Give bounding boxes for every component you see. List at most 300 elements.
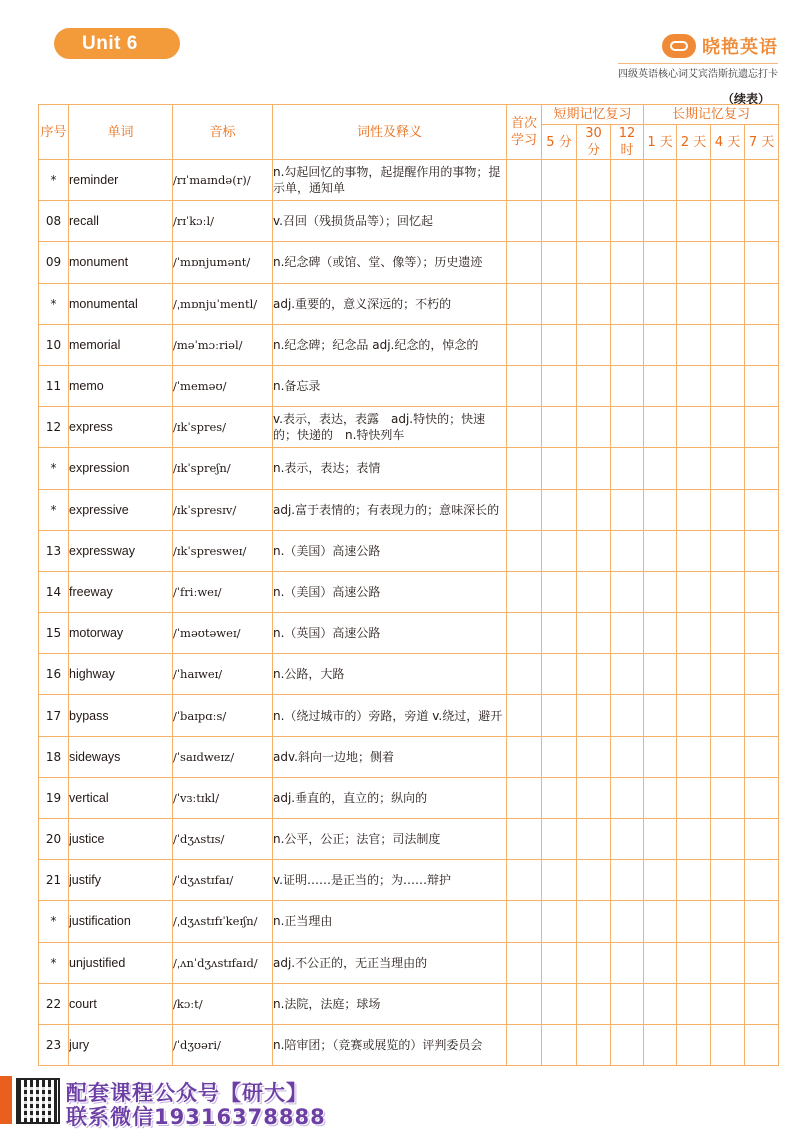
row-word: expressway <box>69 530 173 571</box>
table-row <box>39 777 779 818</box>
brand-subtitle: 四级英语核心词艾宾浩斯抗遗忘打卡 <box>618 63 778 80</box>
checkin-cell[interactable] <box>644 613 677 654</box>
table-row <box>39 407 779 448</box>
row-number: 16 <box>39 654 69 695</box>
checkin-cell[interactable] <box>542 160 577 201</box>
continued-label: （续表） <box>721 92 770 106</box>
checkin-cell[interactable] <box>745 860 779 901</box>
checkin-cell[interactable] <box>644 819 677 860</box>
row-phonetic: /ˈfriːweɪ/ <box>173 571 273 612</box>
checkin-cell[interactable] <box>644 777 677 818</box>
row-phonetic: /ɪkˈspresweɪ/ <box>173 530 273 571</box>
row-phonetic: /ˈmɒnjumənt/ <box>173 242 273 283</box>
table-row <box>39 695 779 736</box>
row-definition: v.召回（残损货品等）；回忆起 <box>273 201 507 242</box>
checkin-cell[interactable] <box>711 942 745 983</box>
checkin-cell[interactable] <box>711 777 745 818</box>
checkin-cell[interactable] <box>507 736 542 777</box>
row-phonetic: /ˈbaɪpɑːs/ <box>173 695 273 736</box>
table-row <box>39 365 779 406</box>
checkin-cell[interactable] <box>611 283 644 324</box>
checkin-cell[interactable] <box>677 283 711 324</box>
checkin-cell[interactable] <box>611 942 644 983</box>
checkin-cell[interactable] <box>644 489 677 530</box>
checkin-cell[interactable] <box>745 1024 779 1065</box>
checkin-cell[interactable] <box>542 324 577 365</box>
checkin-cell[interactable] <box>644 983 677 1024</box>
row-number: 08 <box>39 201 69 242</box>
checkin-cell[interactable] <box>644 1024 677 1065</box>
checkin-cell[interactable] <box>711 530 745 571</box>
checkin-cell[interactable] <box>745 571 779 612</box>
table-row <box>39 571 779 612</box>
checkin-cell[interactable] <box>745 448 779 489</box>
table-row <box>39 489 779 530</box>
checkin-cell[interactable] <box>542 654 577 695</box>
row-number: 10 <box>39 324 69 365</box>
checkin-cell[interactable] <box>542 901 577 942</box>
checkin-cell[interactable] <box>611 489 644 530</box>
checkin-cell[interactable] <box>507 860 542 901</box>
row-phonetic: /ˈhaɪweɪ/ <box>173 654 273 695</box>
table-row <box>39 242 779 283</box>
checkin-cell[interactable] <box>644 448 677 489</box>
checkin-cell[interactable] <box>611 654 644 695</box>
row-definition: n.（美国）高速公路 <box>273 571 507 612</box>
row-number: 09 <box>39 242 69 283</box>
checkin-cell[interactable] <box>577 942 611 983</box>
checkin-cell[interactable] <box>644 736 677 777</box>
table-row <box>39 324 779 365</box>
checkin-cell[interactable] <box>577 160 611 201</box>
checkin-cell[interactable] <box>677 942 711 983</box>
checkin-cell[interactable] <box>677 901 711 942</box>
checkin-cell[interactable] <box>711 819 745 860</box>
checkin-cell[interactable] <box>507 613 542 654</box>
checkin-cell[interactable] <box>611 324 644 365</box>
row-definition: n.（绕过城市的）旁路，旁道 v.绕过，避开 <box>273 695 507 736</box>
checkin-cell[interactable] <box>542 613 577 654</box>
checkin-cell[interactable] <box>677 160 711 201</box>
row-number: 21 <box>39 860 69 901</box>
checkin-cell[interactable] <box>677 654 711 695</box>
checkin-cell[interactable] <box>542 736 577 777</box>
checkin-cell[interactable] <box>507 160 542 201</box>
row-word: court <box>69 983 173 1024</box>
checkin-cell[interactable] <box>745 530 779 571</box>
checkin-cell[interactable] <box>745 654 779 695</box>
checkin-cell[interactable] <box>542 571 577 612</box>
checkin-cell[interactable] <box>644 530 677 571</box>
checkin-cell[interactable] <box>677 365 711 406</box>
checkin-cell[interactable] <box>542 777 577 818</box>
checkin-cell[interactable] <box>745 160 779 201</box>
checkin-cell[interactable] <box>644 901 677 942</box>
row-number: * <box>39 448 69 489</box>
checkin-cell[interactable] <box>677 201 711 242</box>
row-word: express <box>69 407 173 448</box>
checkin-cell[interactable] <box>711 242 745 283</box>
checkin-cell[interactable] <box>542 530 577 571</box>
header-2day: 2 天 <box>677 125 711 160</box>
vocabulary-table <box>38 104 779 1066</box>
row-word: reminder <box>69 160 173 201</box>
checkin-cell[interactable] <box>677 242 711 283</box>
checkin-cell[interactable] <box>711 489 745 530</box>
checkin-cell[interactable] <box>677 407 711 448</box>
row-number: 14 <box>39 571 69 612</box>
checkin-cell[interactable] <box>677 448 711 489</box>
row-phonetic: /ɪkˈspreʃn/ <box>173 448 273 489</box>
checkin-cell[interactable] <box>644 654 677 695</box>
table-row <box>39 983 779 1024</box>
table-row <box>39 613 779 654</box>
checkin-cell[interactable] <box>677 489 711 530</box>
checkin-cell[interactable] <box>542 283 577 324</box>
row-number: 17 <box>39 695 69 736</box>
row-definition: n.表示，表达；表情 <box>273 448 507 489</box>
row-phonetic: /ˈmeməʊ/ <box>173 365 273 406</box>
checkin-cell[interactable] <box>745 242 779 283</box>
checkin-cell[interactable] <box>711 365 745 406</box>
row-word: monument <box>69 242 173 283</box>
checkin-cell[interactable] <box>577 242 611 283</box>
checkin-cell[interactable] <box>507 283 542 324</box>
checkin-cell[interactable] <box>577 407 611 448</box>
checkin-cell[interactable] <box>577 489 611 530</box>
table-row <box>39 530 779 571</box>
checkin-cell[interactable] <box>542 365 577 406</box>
row-word: memo <box>69 365 173 406</box>
row-definition: adj.垂直的，直立的；纵向的 <box>273 777 507 818</box>
row-definition: adv.斜向一边地；侧着 <box>273 736 507 777</box>
checkin-cell[interactable] <box>542 448 577 489</box>
checkin-cell[interactable] <box>745 613 779 654</box>
header-short-term: 短期记忆复习 <box>542 105 644 125</box>
checkin-cell[interactable] <box>745 365 779 406</box>
vocabulary-rows <box>39 160 779 1066</box>
table-row <box>39 1024 779 1065</box>
checkin-cell[interactable] <box>577 777 611 818</box>
checkin-cell[interactable] <box>577 695 611 736</box>
checkin-cell[interactable] <box>507 201 542 242</box>
checkin-cell[interactable] <box>711 160 745 201</box>
checkin-cell[interactable] <box>644 942 677 983</box>
checkin-cell[interactable] <box>711 448 745 489</box>
checkin-cell[interactable] <box>745 901 779 942</box>
checkin-cell[interactable] <box>644 571 677 612</box>
header-first-study: 首次学习 <box>507 105 542 160</box>
checkin-cell[interactable] <box>577 901 611 942</box>
checkin-cell[interactable] <box>711 571 745 612</box>
checkin-cell[interactable] <box>577 201 611 242</box>
checkin-cell[interactable] <box>542 819 577 860</box>
row-word: justice <box>69 819 173 860</box>
row-number: 20 <box>39 819 69 860</box>
checkin-cell[interactable] <box>611 695 644 736</box>
checkin-cell[interactable] <box>644 365 677 406</box>
checkin-cell[interactable] <box>507 407 542 448</box>
row-phonetic: /ˈməʊtəweɪ/ <box>173 613 273 654</box>
checkin-cell[interactable] <box>644 695 677 736</box>
checkin-cell[interactable] <box>507 365 542 406</box>
checkin-cell[interactable] <box>577 448 611 489</box>
checkin-cell[interactable] <box>677 777 711 818</box>
checkin-cell[interactable] <box>644 407 677 448</box>
header-long-term: 长期记忆复习 <box>644 105 779 125</box>
checkin-cell[interactable] <box>745 324 779 365</box>
header-phonetic: 音标 <box>173 105 273 160</box>
checkin-cell[interactable] <box>711 654 745 695</box>
checkin-cell[interactable] <box>677 736 711 777</box>
header-4day: 4 天 <box>711 125 745 160</box>
brand-name: 晓艳英语 <box>702 37 778 58</box>
row-word: expressive <box>69 489 173 530</box>
row-number: * <box>39 489 69 530</box>
checkin-cell[interactable] <box>611 777 644 818</box>
checkin-cell[interactable] <box>711 324 745 365</box>
row-phonetic: /ˈdʒʌstɪfaɪ/ <box>173 860 273 901</box>
header-30min: 30 分 <box>577 125 611 160</box>
row-definition: n.备忘录 <box>273 365 507 406</box>
checkin-cell[interactable] <box>745 201 779 242</box>
row-word: vertical <box>69 777 173 818</box>
checkin-cell[interactable] <box>507 777 542 818</box>
row-phonetic: /ˈvɜːtɪkl/ <box>173 777 273 818</box>
checkin-cell[interactable] <box>711 283 745 324</box>
checkin-cell[interactable] <box>644 283 677 324</box>
header-7day: 7 天 <box>745 125 779 160</box>
checkin-cell[interactable] <box>577 1024 611 1065</box>
checkin-cell[interactable] <box>677 530 711 571</box>
checkin-cell[interactable] <box>677 613 711 654</box>
row-word: sideways <box>69 736 173 777</box>
checkin-cell[interactable] <box>745 777 779 818</box>
row-phonetic: /rɪˈmaɪndə(r)/ <box>173 160 273 201</box>
header-1day: 1 天 <box>644 125 677 160</box>
row-word: memorial <box>69 324 173 365</box>
checkin-cell[interactable] <box>611 407 644 448</box>
promo-line-1: 配套课程公众号【研大】 <box>66 1081 308 1105</box>
row-phonetic: /rɪˈkɔːl/ <box>173 201 273 242</box>
checkin-cell[interactable] <box>577 819 611 860</box>
checkin-cell[interactable] <box>542 860 577 901</box>
row-phonetic: /ɪkˈspres/ <box>173 407 273 448</box>
checkin-cell[interactable] <box>611 819 644 860</box>
checkin-cell[interactable] <box>577 530 611 571</box>
checkin-cell[interactable] <box>577 283 611 324</box>
row-definition: v.证明……是正当的；为……辩护 <box>273 860 507 901</box>
row-phonetic: /ˌʌnˈdʒʌstɪfaɪd/ <box>173 942 273 983</box>
checkin-cell[interactable] <box>611 571 644 612</box>
row-word: justify <box>69 860 173 901</box>
checkin-cell[interactable] <box>611 160 644 201</box>
checkin-cell[interactable] <box>745 942 779 983</box>
checkin-cell[interactable] <box>507 901 542 942</box>
header-word: 单词 <box>69 105 173 160</box>
checkin-cell[interactable] <box>611 242 644 283</box>
checkin-cell[interactable] <box>677 983 711 1024</box>
checkin-cell[interactable] <box>711 613 745 654</box>
checkin-cell[interactable] <box>677 860 711 901</box>
row-number: 13 <box>39 530 69 571</box>
checkin-cell[interactable] <box>644 860 677 901</box>
row-number: 12 <box>39 407 69 448</box>
row-definition: adj.重要的，意义深远的；不朽的 <box>273 283 507 324</box>
checkin-cell[interactable] <box>677 324 711 365</box>
unit-badge: Unit 6 <box>54 28 180 59</box>
row-word: highway <box>69 654 173 695</box>
row-phonetic: /ˈdʒʊəri/ <box>173 1024 273 1065</box>
checkin-cell[interactable] <box>611 736 644 777</box>
row-definition: n.勾起回忆的事物，起提醒作用的事物；提示单，通知单 <box>273 160 507 201</box>
checkin-cell[interactable] <box>507 942 542 983</box>
checkin-cell[interactable] <box>542 242 577 283</box>
checkin-cell[interactable] <box>711 407 745 448</box>
checkin-cell[interactable] <box>542 942 577 983</box>
row-definition: n.（英国）高速公路 <box>273 613 507 654</box>
checkin-cell[interactable] <box>507 1024 542 1065</box>
checkin-cell[interactable] <box>745 283 779 324</box>
checkin-cell[interactable] <box>507 530 542 571</box>
checkin-cell[interactable] <box>577 571 611 612</box>
row-definition: n.正当理由 <box>273 901 507 942</box>
checkin-cell[interactable] <box>542 695 577 736</box>
checkin-cell[interactable] <box>611 613 644 654</box>
row-number: * <box>39 901 69 942</box>
row-number: 18 <box>39 736 69 777</box>
checkin-cell[interactable] <box>711 983 745 1024</box>
checkin-cell[interactable] <box>542 201 577 242</box>
checkin-cell[interactable] <box>507 242 542 283</box>
checkin-cell[interactable] <box>577 983 611 1024</box>
checkin-cell[interactable] <box>745 695 779 736</box>
row-number: 19 <box>39 777 69 818</box>
row-phonetic: /ˌmɒnjuˈmentl/ <box>173 283 273 324</box>
checkin-cell[interactable] <box>577 654 611 695</box>
table-row <box>39 283 779 324</box>
checkin-cell[interactable] <box>577 613 611 654</box>
row-word: freeway <box>69 571 173 612</box>
header-12h: 12 时 <box>611 125 644 160</box>
table-row <box>39 942 779 983</box>
checkin-cell[interactable] <box>644 201 677 242</box>
checkin-cell[interactable] <box>507 983 542 1024</box>
row-definition: n.公路，大路 <box>273 654 507 695</box>
checkin-cell[interactable] <box>611 448 644 489</box>
row-word: justification <box>69 901 173 942</box>
checkin-cell[interactable] <box>611 365 644 406</box>
brand-logo-icon <box>662 34 696 58</box>
checkin-cell[interactable] <box>611 1024 644 1065</box>
row-definition: v.表示，表达，表露 adj.特快的；快速的；快递的 n.特快列车 <box>273 407 507 448</box>
checkin-cell[interactable] <box>711 1024 745 1065</box>
row-word: motorway <box>69 613 173 654</box>
checkin-cell[interactable] <box>711 201 745 242</box>
checkin-cell[interactable] <box>577 324 611 365</box>
header-no: 序号 <box>39 105 69 160</box>
qr-code-icon[interactable] <box>16 1078 60 1124</box>
checkin-cell[interactable] <box>507 571 542 612</box>
checkin-cell[interactable] <box>711 736 745 777</box>
checkin-cell[interactable] <box>577 860 611 901</box>
row-phonetic: /kɔːt/ <box>173 983 273 1024</box>
checkin-cell[interactable] <box>711 695 745 736</box>
checkin-cell[interactable] <box>542 407 577 448</box>
checkin-cell[interactable] <box>507 654 542 695</box>
checkin-cell[interactable] <box>542 1024 577 1065</box>
header-5min: 5 分 <box>542 125 577 160</box>
checkin-cell[interactable] <box>507 819 542 860</box>
row-phonetic: /ˈsaɪdweɪz/ <box>173 736 273 777</box>
checkin-cell[interactable] <box>611 530 644 571</box>
row-number: 15 <box>39 613 69 654</box>
checkin-cell[interactable] <box>507 489 542 530</box>
checkin-cell[interactable] <box>577 736 611 777</box>
row-phonetic: /məˈmɔːriəl/ <box>173 324 273 365</box>
row-number: 23 <box>39 1024 69 1065</box>
footer-accent-bar <box>0 1076 12 1124</box>
checkin-cell[interactable] <box>507 448 542 489</box>
checkin-cell[interactable] <box>677 571 711 612</box>
checkin-cell[interactable] <box>745 736 779 777</box>
table-row <box>39 654 779 695</box>
checkin-cell[interactable] <box>577 365 611 406</box>
row-word: bypass <box>69 695 173 736</box>
header-definition: 词性及释义 <box>273 105 507 160</box>
checkin-cell[interactable] <box>611 860 644 901</box>
checkin-cell[interactable] <box>644 324 677 365</box>
checkin-cell[interactable] <box>745 819 779 860</box>
promo-line-2: 联系微信19316378888 <box>66 1105 326 1129</box>
brand <box>662 30 778 62</box>
table-row <box>39 160 779 201</box>
checkin-cell[interactable] <box>507 695 542 736</box>
checkin-cell[interactable] <box>677 695 711 736</box>
row-word: expression <box>69 448 173 489</box>
checkin-cell[interactable] <box>507 324 542 365</box>
checkin-cell[interactable] <box>745 407 779 448</box>
table-row <box>39 901 779 942</box>
checkin-cell[interactable] <box>611 901 644 942</box>
checkin-cell[interactable] <box>644 160 677 201</box>
row-phonetic: /ˌdʒʌstɪfɪˈkeɪʃn/ <box>173 901 273 942</box>
checkin-cell[interactable] <box>611 983 644 1024</box>
row-phonetic: /ˈdʒʌstɪs/ <box>173 819 273 860</box>
row-word: monumental <box>69 283 173 324</box>
row-word: unjustified <box>69 942 173 983</box>
table-row <box>39 860 779 901</box>
row-definition: n.纪念碑（或馆、堂、像等）；历史遗迹 <box>273 242 507 283</box>
checkin-cell[interactable] <box>745 489 779 530</box>
row-definition: n.陪审团；（竞赛或展览的）评判委员会 <box>273 1024 507 1065</box>
row-number: * <box>39 160 69 201</box>
checkin-cell[interactable] <box>711 860 745 901</box>
checkin-cell[interactable] <box>611 201 644 242</box>
table-row <box>39 736 779 777</box>
row-number: 11 <box>39 365 69 406</box>
row-phonetic: /ɪkˈspresɪv/ <box>173 489 273 530</box>
checkin-cell[interactable] <box>542 489 577 530</box>
checkin-cell[interactable] <box>542 983 577 1024</box>
checkin-cell[interactable] <box>745 983 779 1024</box>
checkin-cell[interactable] <box>711 901 745 942</box>
checkin-cell[interactable] <box>677 1024 711 1065</box>
checkin-cell[interactable] <box>644 242 677 283</box>
row-word: jury <box>69 1024 173 1065</box>
row-definition: n.公平，公正；法官；司法制度 <box>273 819 507 860</box>
checkin-cell[interactable] <box>677 819 711 860</box>
